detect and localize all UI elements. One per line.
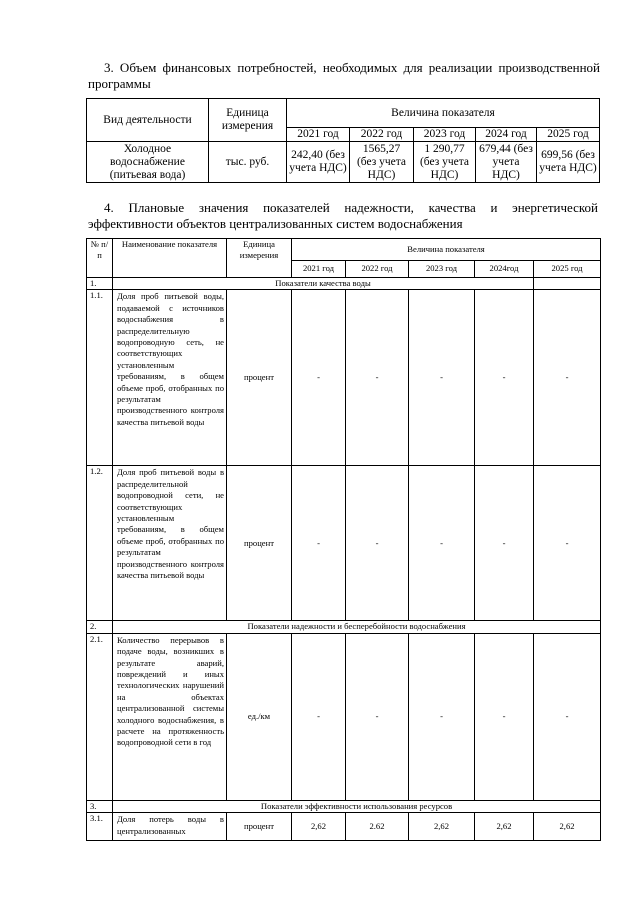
- value-cell: -: [475, 290, 534, 466]
- table-row: [87, 633, 601, 800]
- table-row: [87, 813, 601, 841]
- row-number: 1.2.: [87, 466, 113, 621]
- value-cell: -: [409, 466, 475, 621]
- unit-cell: тыс. руб.: [209, 142, 287, 183]
- col-name-header: Наименование показателя: [113, 239, 227, 278]
- value-cell: -: [292, 633, 346, 800]
- year-header: 2024год: [475, 261, 534, 278]
- value-cell: 2.62: [346, 813, 409, 841]
- value-cell: -: [534, 290, 601, 466]
- group-row: [87, 621, 601, 633]
- year-header: 2023 год: [409, 261, 475, 278]
- col-unit-header: Единица измерения: [209, 99, 287, 142]
- section-4-heading: 4. Плановые значения показателей надежности, качества и энергетической эффективности объектов централизованных систем водоснабжения: [88, 200, 598, 231]
- row-number: 1.1.: [87, 290, 113, 466]
- value-cell: 2,62: [292, 813, 346, 841]
- value-cell: 2,62: [475, 813, 534, 841]
- value-cell: -: [475, 633, 534, 800]
- section-3-heading: 3. Объем финансовых потребностей, необходимых для реализации производственной программы: [88, 60, 600, 91]
- indicators-table: [86, 238, 601, 841]
- year-header: 2021 год: [287, 128, 350, 142]
- value-cell: 2,62: [409, 813, 475, 841]
- group-number: 1.: [87, 278, 113, 290]
- year-header: 2022 год: [350, 128, 414, 142]
- indicator-name: Доля проб питьевой воды в распределительной водопроводной сети, не соответствующих установленным требованиям, в общем объеме проб, отобранных по результатам производственного контроля качества питьевой воды: [113, 466, 227, 621]
- col-value-header: Величина показателя: [287, 99, 600, 128]
- value-cell: -: [346, 290, 409, 466]
- year-header: 2022 год: [346, 261, 409, 278]
- value-cell: -: [346, 466, 409, 621]
- row-number: 2.1.: [87, 633, 113, 800]
- group-number: 3.: [87, 800, 113, 812]
- value-cell: -: [409, 290, 475, 466]
- indicator-name: Доля потерь воды в централизованных: [113, 813, 227, 841]
- value-cell: 699,56 (без учета НДС): [537, 142, 600, 183]
- row-number: 3.1.: [87, 813, 113, 841]
- table-row: [87, 290, 601, 466]
- activity-cell: Холодное водоснабжение (питьевая вода): [87, 142, 209, 183]
- year-header: 2025 год: [534, 261, 601, 278]
- year-header: 2024 год: [476, 128, 537, 142]
- group-row: [87, 278, 601, 290]
- col-no-header: № п/п: [87, 239, 113, 278]
- col-activity-header: Вид деятельности: [87, 99, 209, 142]
- financial-needs-table: [86, 98, 600, 183]
- value-cell: 242,40 (без учета НДС): [287, 142, 350, 183]
- group-title: Показатели эффективности использования ресурсов: [113, 800, 601, 812]
- value-cell: 1565,27 (без учета НДС): [350, 142, 414, 183]
- value-cell: 679,44 (без учета НДС): [476, 142, 537, 183]
- group-number: 2.: [87, 621, 113, 633]
- indicator-name: Количество перерывов в подаче воды, возникших в результате аварий, повреждений и иных технологических нарушений на объектах централизованной системы холодного водоснабжения, в расчете на протяженность водопроводной сети в год: [113, 633, 227, 800]
- value-cell: 2,62: [534, 813, 601, 841]
- unit-cell: процент: [227, 290, 292, 466]
- value-cell: -: [292, 466, 346, 621]
- value-cell: -: [346, 633, 409, 800]
- value-cell: -: [475, 466, 534, 621]
- year-header: 2023 год: [414, 128, 476, 142]
- year-header: 2025 год: [537, 128, 600, 142]
- value-cell: 1 290,77 (без учета НДС): [414, 142, 476, 183]
- group-title: Показатели качества воды: [113, 278, 534, 290]
- group-title: Показатели надежности и бесперебойности водоснабжения: [113, 621, 601, 633]
- col-value-header: Величина показателя: [292, 239, 601, 261]
- group-row: [87, 800, 601, 812]
- unit-cell: ед./км: [227, 633, 292, 800]
- value-cell: -: [292, 290, 346, 466]
- year-header: 2021 год: [292, 261, 346, 278]
- unit-cell: процент: [227, 813, 292, 841]
- table-row: [87, 466, 601, 621]
- unit-cell: процент: [227, 466, 292, 621]
- value-cell: -: [534, 466, 601, 621]
- col-unit-header: Единица измерения: [227, 239, 292, 278]
- value-cell: -: [534, 633, 601, 800]
- value-cell: -: [409, 633, 475, 800]
- indicator-name: Доля проб питьевой воды, подаваемой с источников водоснабжения в распределительную водопроводную сеть, не соответствующих установленным требованиям, в общем объеме проб, отобранных по результатам производственного контроля качества питьевой воды: [113, 290, 227, 466]
